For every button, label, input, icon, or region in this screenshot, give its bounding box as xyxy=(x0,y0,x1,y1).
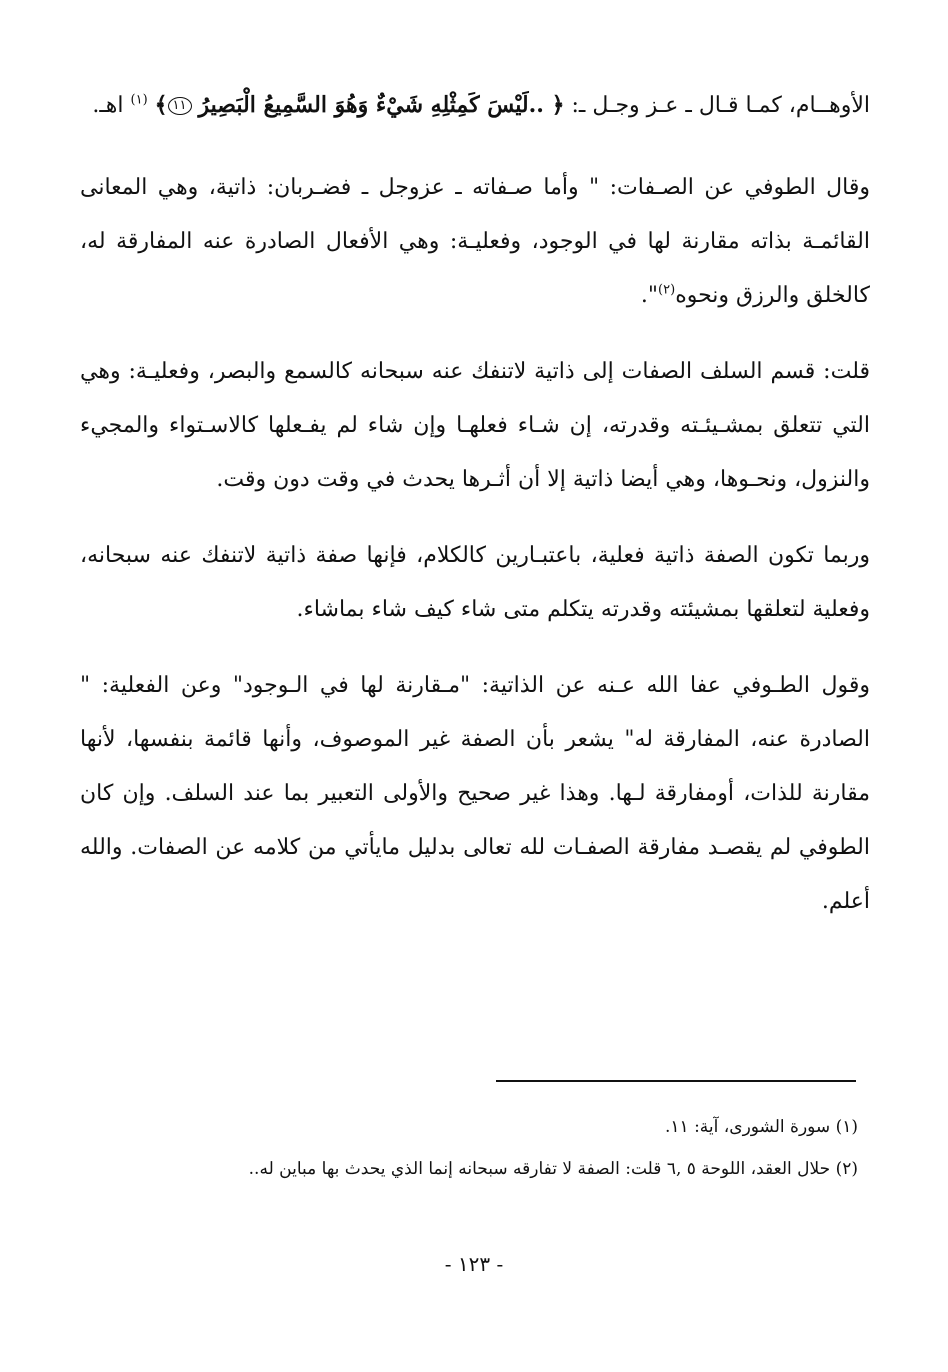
quran-close-bracket: ﴾ xyxy=(154,92,168,118)
footnote-ref-2: (٢) xyxy=(658,282,676,298)
footnote-2: (٢) حلال العقد، اللوحة ٥ ,٦ قلت: الصفة لا تفارقه سبحانه إنما الذي يحدث بها مباين له.. xyxy=(248,1159,858,1179)
footnotes xyxy=(80,1106,858,1190)
verse-number: ١١ xyxy=(168,97,192,115)
quran-verse: ﴿ ..لَيْسَ كَمِثْلِهِ شَيْءٌ وَهُوَ السَّمِيعُ الْبَصِيرُ xyxy=(198,92,565,118)
footnote-1: (١) سورة الشورى، آية: ١١. xyxy=(665,1117,858,1137)
paragraph-1-intro: الأوهــام، كمـا قـال ـ عـز وجـل ـ: xyxy=(571,93,870,118)
page-number: - ١٢٣ - xyxy=(444,1252,504,1276)
paragraph-2-end: ". xyxy=(640,283,659,308)
paragraph-1 xyxy=(80,78,870,133)
paragraph-3: قلت: قسم السلف الصفات إلى ذاتية لاتنفك عنه سبحانه كالسمع والبصر، وفعليـة: وهي التي تتعلق بمشـيئـته وقدرته، إن شـاء فعلهـا وإن شاء لم يفـعلها كالاسـتواء والمجيء والنزول، ونحـوها، وهي أيضا ذاتية إلا أن أثـرها يحدث في وقت دون وقت. xyxy=(80,359,870,492)
page-body xyxy=(80,78,870,951)
footnote-ref-1: (١) xyxy=(130,92,148,108)
paragraph-2-text: وقال الطوفي عن الصـفات: " وأما صـفاته ـ عزوجل ـ فضـربان: ذاتية، وهي المعانى القائمـة بذاته مقارنة لها في الوجود، وفعليـة: وهي الأفعال الصادرة عنه المفارقة له، كالخلق والرزق ونحوه xyxy=(80,175,870,308)
footnote-divider xyxy=(496,1080,856,1082)
paragraph-4: وربما تكون الصفة ذاتية فعلية، باعتبـارين كالكلام، فإنها صفة ذاتية لاتنفك عنه سبحانه، وفعلية لتعلقها بمشيئته وقدرته يتكلم متى شاء كيف شاء بماشاء. xyxy=(80,543,870,622)
paragraph-1-end: اهـ. xyxy=(92,93,124,118)
paragraph-5: وقول الطـوفي عفا الله عـنه عن الذاتية: "مـقارنة لها في الـوجود" وعن الفعلية: " الصادرة عنه، المفارقة له" يشعر بأن الصفة غير الموصوف، وأنها قائمة بنفسها، لأنها مقارنة للذات، أومفارقة لـها. وهذا غير صحيح والأولى التعبير بما عند السلف. وإن كان الطوفي لم يقصـد مفارقة الصفـات لله تعالى بدليل مايأتي من كلامه عن الصفات. والله أعلم. xyxy=(80,673,870,914)
paragraph-2 xyxy=(80,161,870,323)
